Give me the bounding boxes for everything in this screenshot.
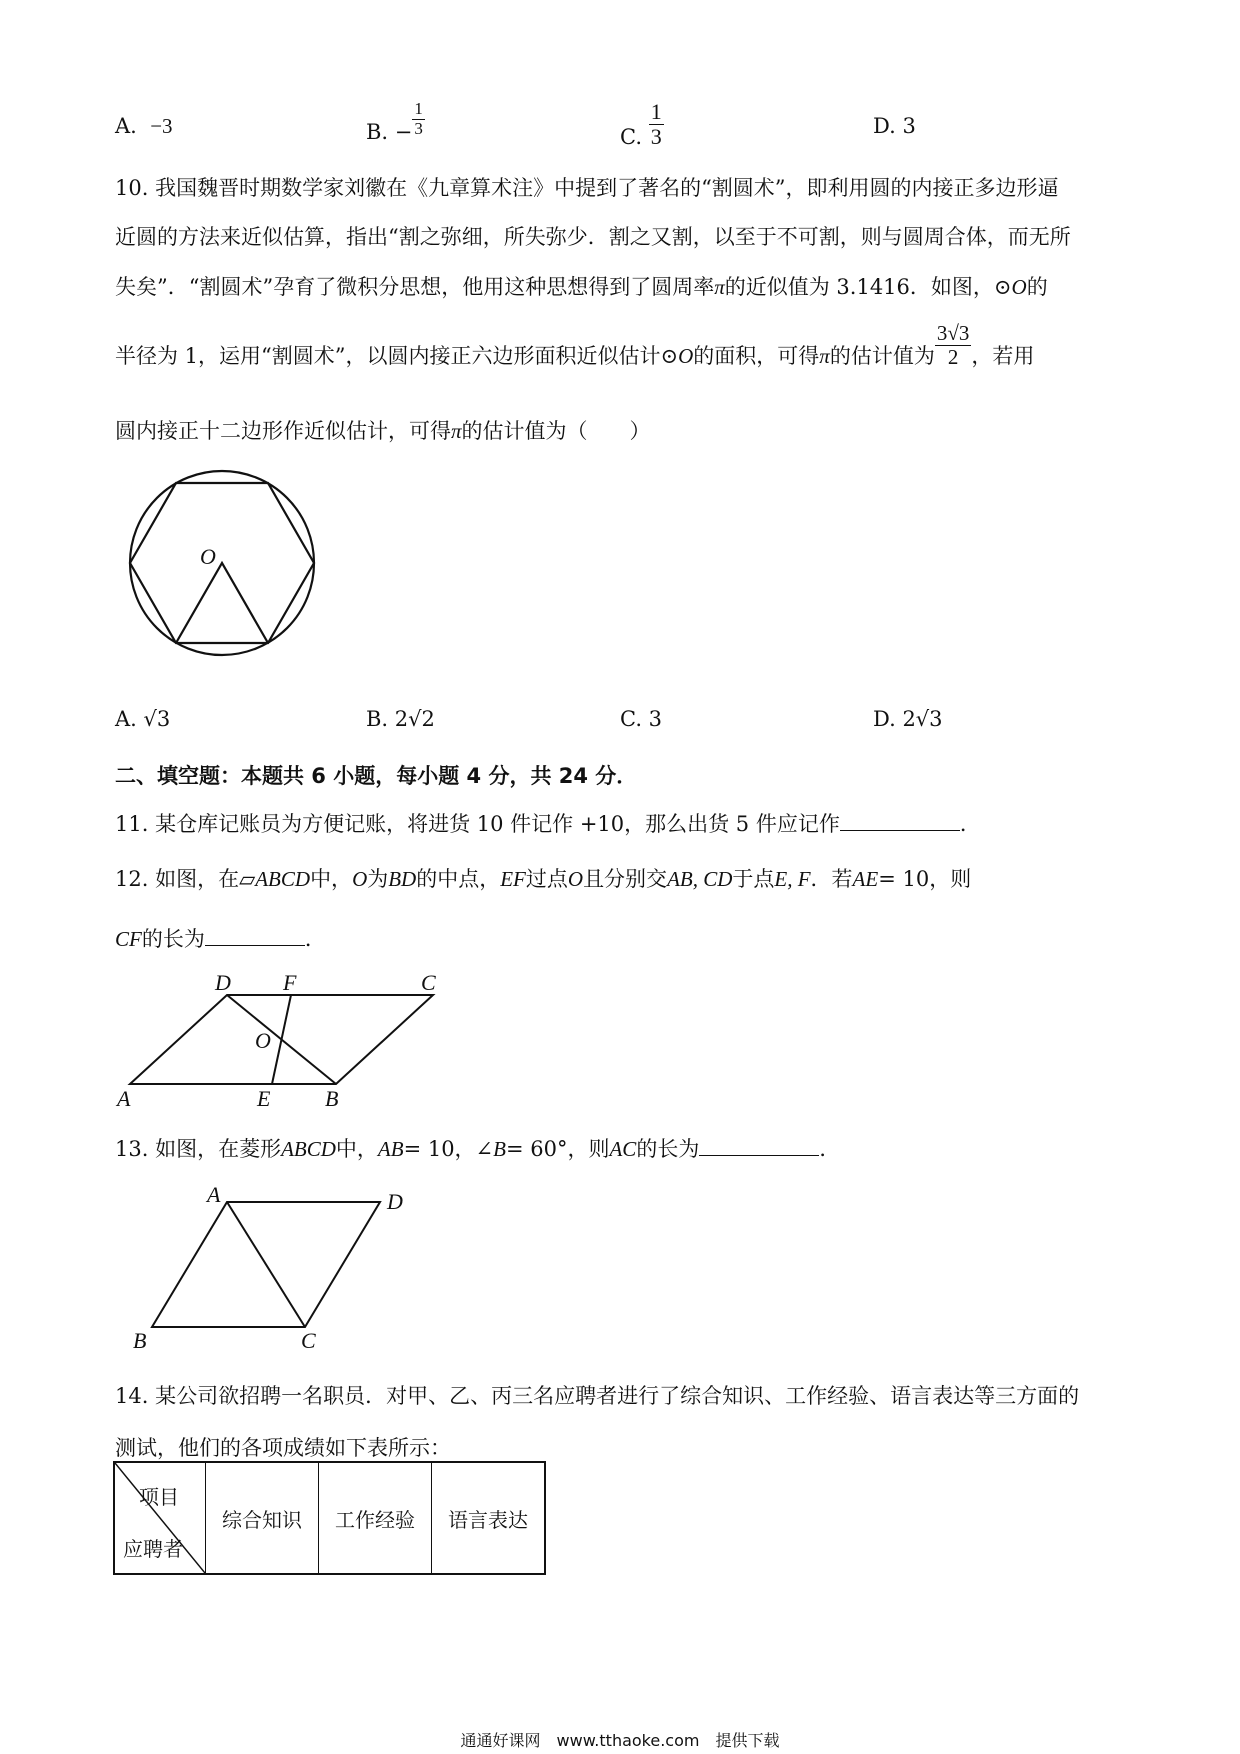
q11-text: 11. 某仓库记账员为方便记账，将进货 10 件记作 +10，那么出货 5 件应记作 ． <box>115 812 981 836</box>
label-d: D <box>215 970 231 995</box>
label-o: O <box>255 1028 271 1053</box>
q10-line-5: 圆内接正十二边形作近似估计，可得π的估计值为（ ） <box>115 419 651 443</box>
q10-line-4: 半径为 1，运用“割圆术”，以圆内接正六边形面积近似估计⊙O的面积，可得π的估计值为 $\frac{3√3}{2}$ ，若用 <box>115 321 1035 370</box>
q12-parallelogram-figure <box>115 970 455 1110</box>
q12-line-1: 12. 如图，在▱ABCD中，O为BD的中点，EF过点O且分别交AB, CD于点E, F．若AE= 10，则 <box>115 867 972 891</box>
q13-answer-blank[interactable] <box>699 1155 819 1156</box>
label-o: O <box>200 544 216 569</box>
label-a: A <box>117 1086 131 1110</box>
segment-ef <box>272 995 291 1084</box>
corner-label-item: 项目 <box>139 1485 179 1509</box>
q9-option-c: C. $\frac{1}{3}$ <box>620 99 662 150</box>
diagonal-ac <box>227 1202 305 1327</box>
q10-option-d: D. 2√3 <box>873 707 943 731</box>
q12-line-2: CF的长为 ． <box>115 927 326 951</box>
table-header-cell: 综合知识 <box>206 1462 319 1574</box>
table-corner-cell <box>114 1462 206 1574</box>
label-e: E <box>257 1086 271 1110</box>
section-2-heading: 二、填空题：本题共 6 小题，每小题 4 分，共 24 分． <box>115 764 638 788</box>
table-header-cell: 语言表达 <box>432 1462 546 1574</box>
q14-line-1: 14. 某公司欲招聘一名职员．对甲、乙、丙三名应聘者进行了综合知识、工作经验、语言表达等三方面的 <box>115 1384 1080 1408</box>
q9-option-a: A. −3 <box>115 114 173 138</box>
q10-hexagon-figure <box>120 465 330 665</box>
label-d: D <box>387 1189 403 1214</box>
label-f: F <box>283 970 297 995</box>
q9-option-b: B. − $\frac{1}{3}$ <box>366 99 423 144</box>
table-header-cell: 工作经验 <box>319 1462 432 1574</box>
q13-rhombus-figure <box>125 1180 425 1355</box>
q11-answer-blank[interactable] <box>840 830 960 831</box>
q14-line-2: 测试，他们的各项成绩如下表所示： <box>115 1436 451 1460</box>
label-b: B <box>133 1328 147 1353</box>
q10-option-b: B. 2√2 <box>366 707 435 731</box>
label-c: C <box>421 970 436 995</box>
q10-option-a: A. √3 <box>115 707 171 731</box>
corner-label-applicant: 应聘者 <box>123 1537 183 1561</box>
table-header-row <box>114 1462 545 1574</box>
q13-text: 13. 如图，在菱形ABCD中，AB= 10，∠B= 60°，则AC的长为 ． <box>115 1137 841 1161</box>
scores-table <box>113 1461 546 1575</box>
q10-line-3: 失矣”．“割圆术”孕育了微积分思想，他用这种思想得到了圆周率π的近似值为 3.1416．如图，⊙O的 <box>115 275 1048 299</box>
q10-option-c: C. 3 <box>620 707 663 731</box>
label-b: B <box>325 1086 339 1110</box>
label-a: A <box>207 1182 221 1207</box>
page-footer: 通通好课网 www.tthaoke.com 提供下载 <box>460 1731 780 1750</box>
label-c: C <box>301 1328 316 1353</box>
q10-line-2: 近圆的方法来近似估算，指出“割之弥细，所失弥少．割之又割，以至于不可割，则与圆周合体，而无所 <box>115 225 1071 249</box>
q10-line-1: 10. 我国魏晋时期数学家刘徽在《九章算术注》中提到了著名的“割圆术”，即利用圆的内接正多边形逼 <box>115 176 1059 200</box>
center-triangle <box>176 563 268 643</box>
q9-option-d: D. 3 <box>873 114 916 138</box>
q12-answer-blank[interactable] <box>205 945 305 946</box>
